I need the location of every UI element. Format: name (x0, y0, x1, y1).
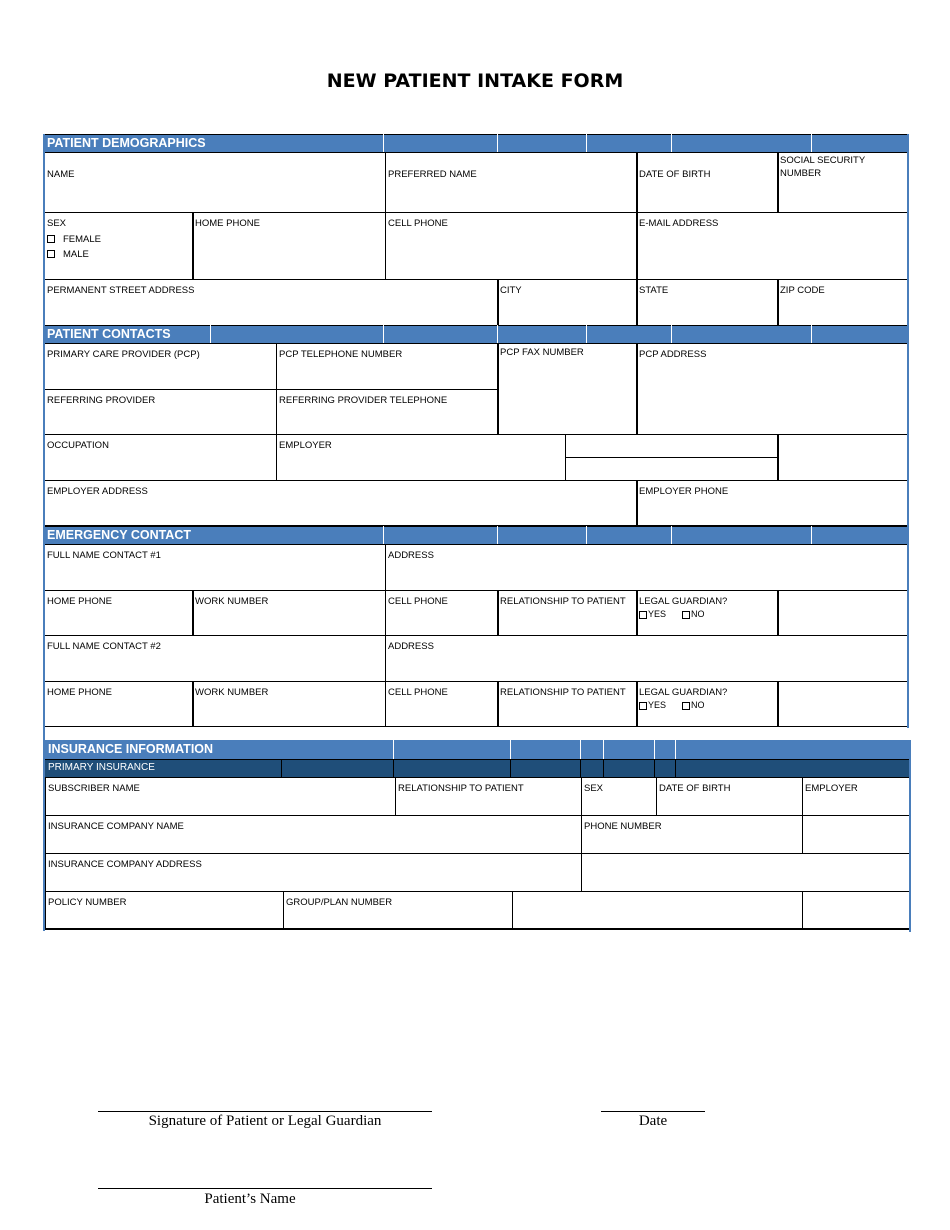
header-divider (811, 134, 812, 152)
contact1-cell-phone-field[interactable] (385, 590, 499, 636)
header-divider (383, 526, 384, 544)
section-header-insurance (45, 740, 910, 760)
signature-label: Signature of Patient or Legal Guardian (148, 1113, 382, 1129)
referring-provider-field[interactable] (44, 389, 277, 435)
employer-address-field[interactable] (44, 480, 638, 526)
header-divider (497, 526, 498, 544)
field-label: REFERRING PROVIDER TELEPHONE (279, 395, 448, 406)
contact1-legal-guardian-field (636, 590, 779, 636)
section-header-emergency (44, 526, 908, 545)
field-label: CELL PHONE (388, 218, 448, 229)
field-label: CELL PHONE (388, 596, 448, 607)
field-label: PREFERRED NAME (388, 169, 477, 180)
zip-field[interactable] (777, 279, 908, 326)
frame-border-right (907, 134, 909, 728)
contact1-address-field[interactable] (385, 544, 908, 591)
header-divider (580, 760, 581, 777)
section-title: PATIENT DEMOGRAPHICS (47, 136, 206, 150)
header-divider (281, 760, 282, 777)
field-label: SEX (584, 783, 604, 794)
blank-field[interactable] (802, 815, 910, 854)
blank-field[interactable] (777, 681, 908, 727)
header-divider (671, 325, 672, 343)
contact2-legal-guardian-field (636, 681, 779, 727)
header-divider (811, 325, 812, 343)
section-title: PATIENT CONTACTS (47, 327, 171, 341)
field-label: HOME PHONE (47, 687, 112, 698)
field-label: PCP FAX NUMBER (500, 347, 584, 358)
contact1-relationship-field[interactable] (497, 590, 638, 636)
section-header-primary-insurance (45, 759, 910, 778)
insurance-relationship-field[interactable] (395, 777, 582, 816)
blank-field[interactable] (777, 434, 908, 481)
field-label: REFERRING PROVIDER (47, 395, 156, 406)
field-label: INSURANCE COMPANY ADDRESS (48, 859, 202, 870)
field-label: HOME PHONE (195, 218, 260, 229)
field-label: FULL NAME CONTACT #2 (47, 641, 161, 652)
field-label: PCP TELEPHONE NUMBER (279, 349, 403, 360)
pcp-address-field[interactable] (636, 343, 908, 435)
field-label: RELATIONSHIP TO PATIENT (500, 596, 626, 607)
field-label: E-MAIL ADDRESS (639, 218, 719, 229)
header-divider (510, 740, 511, 759)
insurance-dob-field[interactable] (656, 777, 803, 816)
no-checkbox[interactable] (682, 702, 690, 710)
header-divider (654, 740, 655, 759)
field-label: LEGAL GUARDIAN? (639, 596, 728, 607)
female-checkbox[interactable] (47, 235, 55, 243)
field-label: RELATIONSHIP TO PATIENT (500, 687, 626, 698)
header-divider (383, 134, 384, 152)
header-divider (497, 134, 498, 152)
header-divider (654, 760, 655, 777)
header-divider (671, 134, 672, 152)
employer-phone-field[interactable] (636, 480, 908, 526)
field-label: PCP ADDRESS (639, 349, 707, 360)
field-label: PRIMARY CARE PROVIDER (PCP) (47, 349, 200, 360)
pcp-field[interactable] (44, 343, 277, 390)
blank-field[interactable] (802, 891, 910, 930)
field-label: DATE OF BIRTH (639, 169, 711, 180)
field-label: EMPLOYER (279, 440, 332, 451)
header-divider (671, 526, 672, 544)
contact2-work-number-field[interactable] (192, 681, 386, 727)
blank-field[interactable] (565, 434, 779, 458)
frame-border-right (909, 740, 911, 932)
field-label: FULL NAME CONTACT #1 (47, 550, 161, 561)
field-label: STATE (639, 285, 669, 296)
preferred-name-field[interactable] (385, 152, 638, 213)
field-label: HOME PHONE (47, 596, 112, 607)
group-number-field[interactable] (283, 891, 513, 930)
yes-label: YES (648, 700, 667, 710)
header-divider (586, 325, 587, 343)
pcp-fax-field[interactable] (497, 343, 638, 435)
email-field[interactable] (636, 212, 908, 280)
date-line[interactable] (601, 1111, 705, 1112)
field-label: GROUP/PLAN NUMBER (286, 897, 393, 908)
field-label: ADDRESS (388, 641, 434, 652)
blank-field[interactable] (512, 891, 803, 930)
contact2-address-field[interactable] (385, 635, 908, 682)
field-label: POLICY NUMBER (48, 897, 127, 908)
name-field[interactable] (44, 152, 386, 213)
policy-number-field[interactable] (45, 891, 284, 930)
field-label: WORK NUMBER (195, 596, 269, 607)
header-divider (675, 740, 676, 759)
home-phone-field[interactable] (192, 212, 386, 280)
employer-field[interactable] (276, 434, 566, 481)
field-label: PERMANENT STREET ADDRESS (47, 285, 195, 296)
header-divider (510, 760, 511, 777)
patient-name-label: Patient’s Name (204, 1191, 296, 1207)
field-label: RELATIONSHIP TO PATIENT (398, 783, 524, 794)
section-title: EMERGENCY CONTACT (47, 528, 191, 542)
field-label: SOCIAL SECURITY NUMBER (780, 155, 865, 179)
field-label: PHONE NUMBER (584, 821, 662, 832)
contact1-work-number-field[interactable] (192, 590, 386, 636)
male-checkbox[interactable] (47, 250, 55, 258)
header-divider (497, 325, 498, 343)
yes-label: YES (648, 609, 667, 619)
sex-field (44, 212, 194, 280)
dob-field[interactable] (636, 152, 779, 213)
field-label: EMPLOYER ADDRESS (47, 486, 148, 497)
state-field[interactable] (636, 279, 779, 326)
header-divider (603, 740, 604, 759)
cell-phone-field[interactable] (385, 212, 638, 280)
frame-border-left (43, 134, 45, 931)
insurance-company-name-field[interactable] (45, 815, 582, 854)
contact1-name-field[interactable] (44, 544, 386, 591)
field-label: CITY (500, 285, 522, 296)
header-divider (210, 325, 211, 343)
header-divider (393, 740, 394, 759)
header-divider (586, 134, 587, 152)
male-label: MALE (63, 249, 89, 260)
ssn-field[interactable] (777, 152, 908, 213)
blank-field[interactable] (777, 590, 908, 636)
field-label: EMPLOYER (805, 783, 858, 794)
field-label: DATE OF BIRTH (659, 783, 731, 794)
header-divider (393, 760, 394, 777)
contact1-home-phone-field[interactable] (44, 590, 194, 636)
referring-phone-field[interactable] (276, 389, 499, 435)
street-address-field[interactable] (44, 279, 499, 326)
contact2-name-field[interactable] (44, 635, 386, 682)
section-title: PRIMARY INSURANCE (48, 762, 155, 773)
yes-checkbox[interactable] (639, 611, 647, 619)
field-label: OCCUPATION (47, 440, 109, 451)
insurance-sex-field[interactable] (581, 777, 657, 816)
insurance-phone-field[interactable] (581, 815, 803, 854)
field-label: SEX (47, 218, 67, 229)
contact2-relationship-field[interactable] (497, 681, 638, 727)
header-divider (811, 526, 812, 544)
no-checkbox[interactable] (682, 611, 690, 619)
header-divider (603, 760, 604, 777)
city-field[interactable] (497, 279, 638, 326)
signature-line[interactable] (98, 1111, 432, 1112)
section-header-demographics (44, 134, 908, 153)
header-divider (586, 526, 587, 544)
page-title: NEW PATIENT INTAKE FORM (326, 70, 624, 92)
no-label: NO (691, 700, 705, 710)
field-label: NAME (47, 169, 75, 180)
subscriber-name-field[interactable] (45, 777, 396, 816)
field-label: ZIP CODE (780, 285, 825, 296)
date-label: Date (638, 1113, 668, 1129)
section-header-contacts (44, 325, 908, 344)
field-label: INSURANCE COMPANY NAME (48, 821, 184, 832)
contact2-cell-phone-field[interactable] (385, 681, 499, 727)
yes-checkbox[interactable] (639, 702, 647, 710)
insurance-employer-field[interactable] (802, 777, 910, 816)
blank-field[interactable] (565, 457, 779, 481)
field-label: EMPLOYER PHONE (639, 486, 729, 497)
header-divider (383, 325, 384, 343)
no-label: NO (691, 609, 705, 619)
field-label: WORK NUMBER (195, 687, 269, 698)
header-divider (675, 760, 676, 777)
field-label: SUBSCRIBER NAME (48, 783, 140, 794)
header-divider (580, 740, 581, 759)
contact2-home-phone-field[interactable] (44, 681, 194, 727)
pcp-phone-field[interactable] (276, 343, 499, 390)
insurance-company-address-field[interactable] (45, 853, 582, 892)
field-label: LEGAL GUARDIAN? (639, 687, 728, 698)
occupation-field[interactable] (44, 434, 277, 481)
blank-field[interactable] (581, 853, 910, 892)
field-label: ADDRESS (388, 550, 434, 561)
female-label: FEMALE (63, 234, 102, 245)
field-label: CELL PHONE (388, 687, 448, 698)
patient-name-line[interactable] (98, 1188, 432, 1189)
section-title: INSURANCE INFORMATION (48, 742, 214, 756)
